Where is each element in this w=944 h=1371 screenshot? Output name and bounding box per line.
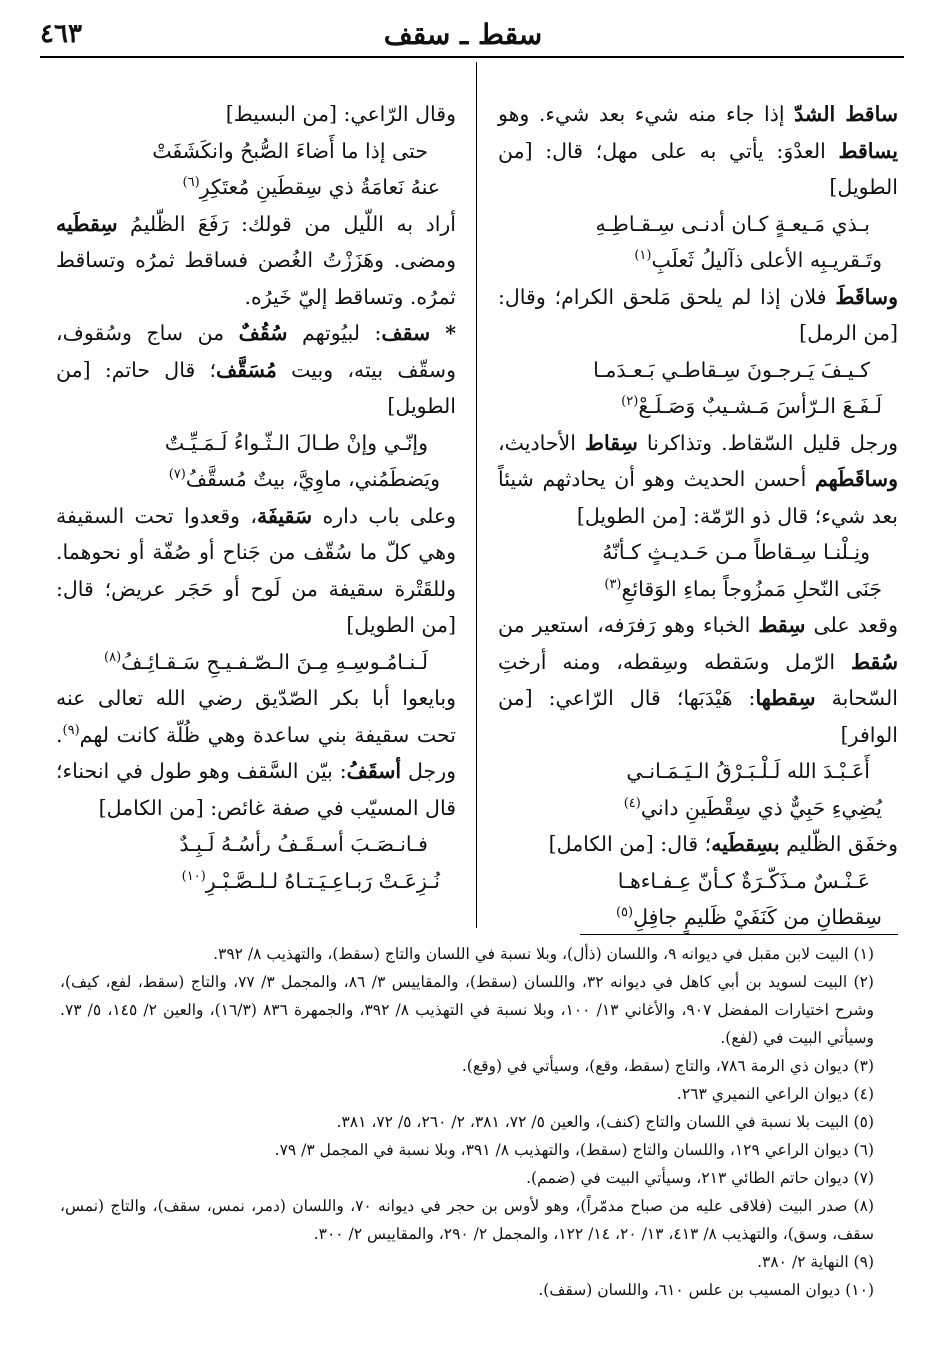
footnote-ref: (٦) [182, 175, 200, 191]
headword: يساقط [838, 138, 898, 163]
text-run: ، وقعدوا تحت السقيفة وهي كلّ ما سُقّف من جَناح أو صُفّة أو نحوهما. وللقَتْرة سقيفة من لَوح أو حَجَر عريض؛ قال: [من الطويل] [56, 503, 456, 637]
text-run: وقعد على [805, 613, 898, 637]
footnote: (٩) النهاية ٢/ ٣٨٠. [757, 1253, 874, 1271]
running-head: سقط ـ سقف [383, 17, 543, 51]
text-run: الرّمل وسَقطه وسِقطه، ومنه أرختِ السّحابة [498, 649, 898, 710]
headword: وساقَطَ [835, 284, 898, 309]
verse-line [498, 899, 898, 936]
text-run: : هَيْدَبَها؛ قال الرّاعي: [من الوافر] [498, 686, 898, 747]
paragraph [498, 425, 898, 535]
footnote: (١٠) ديوان المسيب بن علس ٦١٠، واللسان (سقف). [538, 1281, 874, 1299]
text-run: وعلى باب داره [312, 503, 456, 528]
verse-line [56, 644, 456, 681]
headword: سِقطها [755, 686, 816, 710]
verse-text: عنهُ نَعامَةُ ذي سِقطَينِ مُعتَكِرِ [199, 175, 440, 199]
verse-line [498, 206, 898, 243]
verse-line [498, 388, 898, 425]
text-run: وخفَق الظّليم [779, 832, 898, 856]
verse-text: فـانـصَـبَ أسـقَـفُ رأسُـهُ لَـبِـدٌ [179, 832, 428, 856]
text-run: فلان إذا لم يلحق مَلحق الكرام؛ وقال: [من الرمل] [498, 284, 898, 345]
footnote-ref: (٩) [62, 722, 80, 738]
page-number: ٤٦٣ [40, 19, 82, 49]
verse-text: وتَـقريـبِه الأعلى ذآليلُ ثَعلَبِ [651, 248, 882, 272]
verse-line [56, 169, 456, 206]
verse-line [498, 863, 898, 900]
text-run: : بيّن السَّقف وهو طول في انحناء؛ قال المسيّب في صفة غائص: [من الكامل] [56, 759, 456, 820]
paragraph [498, 279, 898, 352]
verse-text: لَـنـامُـوسِـهِ مِـنَ الـصّـفـيـحِ سَـقـائِـفُ [121, 649, 428, 674]
text-run: ومضى. وهَزَزْتُ الغُصن فساقط ثمرُه وتساقط ثمرُه. وتساقط إليّ خَيرُه. [56, 248, 456, 309]
text-run: أحسن الحديث وهو أن يحادثهم شيئاً بعد شيء؛ قال ذو الرّمّة: [من الطويل] [498, 467, 898, 528]
footnote-ref: (٨) [104, 649, 122, 665]
headword: * سقف [381, 321, 457, 345]
verse-line [498, 753, 898, 790]
headword: سَقيفَة [256, 503, 313, 528]
verse-text: يُضِيءِ حَبِيٌّ ذي سِقْطَينِ داني [640, 795, 882, 820]
paragraph [56, 680, 456, 826]
text-run: : لبيُوتهم [287, 321, 382, 345]
footnote-ref: (٢) [621, 394, 639, 410]
verse-text: جَنَى النّحلِ مَمزُوجاً بماءِ الوَقائعِ [621, 576, 882, 601]
verse-line [498, 571, 898, 608]
verse-text: وإنّـي وإنْ طـالَ الـثّـواءُ لَـمَـيِّـتٌ [164, 430, 428, 455]
verse-text: أَعَـبْـدَ الله لَـلْـبَـرْقُ الـيَـمَـانـي [626, 759, 870, 783]
headword: سُقُفٌ [238, 321, 288, 345]
verse-text: عَـنْـسٌ مـذَكّـرَةٌ كـأنّ عِـفـاءهـا [617, 868, 870, 893]
text-run: من ساج وسُقوف، وسقّف بيته، وبيت [56, 321, 457, 382]
footnote-ref: (٣) [604, 576, 622, 592]
headword: سِقاط [585, 430, 638, 455]
footnote: (٥) البيت بلا نسبة في اللسان والتاج (كنف)، والعين ٥/ ٧٢، ٣٨١، ٢/ ٢٦٠، ٥/ ٧٢، ٣٨١. [336, 1113, 874, 1131]
footnote: (٣) ديوان ذي الرمة ٧٨٦، والتاج (سقط، وقع)، وسيأتي في (وقع). [461, 1057, 874, 1075]
right-column [498, 96, 898, 928]
footnote-ref: (٤) [623, 795, 641, 811]
verse-line [498, 352, 898, 389]
text-run: العدْوَ: يأتي به على مهل؛ قال: [من الطويل] [498, 138, 898, 199]
footnote: (٨) صدر البيت (فلاقى عليه من صباح مدمّراً)، وهو لأوس بن حجر في ديوانه ٧٠، واللسان (دمر، نمس، سقف)، والتاج (نمس، سقف، وسق)، والتهذيب ٨/ ٤١٣، ١٣/ ٢٠، ١٤/ ١٢٢، والمجمل ٢/ ٢٩٠، والمقاييس ٢/ ٣٠٠. [60, 1197, 874, 1243]
left-column [56, 96, 456, 928]
verse-text: بـذي مَـيعـةٍ كـان أدنـى سِـقـاطِـهِ [595, 211, 870, 236]
verse-text: ويَضطَمُني، ماوِيَّ، بيتٌ مُسقَّفُ [185, 467, 440, 491]
paragraph [56, 206, 456, 316]
verse-line [56, 826, 456, 863]
headword: سِقطَيه [56, 211, 118, 236]
verse-line [498, 534, 898, 571]
headword: سُقط [850, 649, 898, 674]
text-run: إذا جاء منه شيء بعد شيء. وهو [498, 102, 795, 126]
headword: سِقط [758, 613, 806, 637]
footnote: (٦) ديوان الراعي ١٢٩، واللسان والتاج (سقط)، والتهذيب ٨/ ٣٩١، وبلا نسبة في المجمل ٣/ ٧٩. [274, 1141, 874, 1159]
verse-text: سِقطانِ من كَنَفَيْ ظَليمٍ جافِلِ [633, 905, 882, 929]
verse-line [56, 133, 456, 170]
text-run: ؛ قال: [من الكامل] [548, 832, 712, 856]
text-run: الأحاديث، [498, 430, 586, 455]
text-run: ؛ قال حاتم: [من الطويل] [56, 357, 456, 418]
paragraph [498, 826, 898, 863]
page-header [40, 12, 904, 58]
headword: بسِقطَيه [711, 832, 780, 856]
text-run: ورجل قليل السّقاط. وتذاكرنا [637, 430, 898, 455]
paragraph [498, 607, 898, 753]
footnote-ref: (٧) [168, 467, 186, 483]
verse-line [498, 790, 898, 827]
paragraph [498, 96, 898, 206]
verse-text: ونِـلْنـا سِـقاطاً مـن حَـديـثٍ كـأنّهُ [602, 540, 870, 564]
footnote-ref: (١) [634, 248, 652, 264]
footnote-rule [580, 934, 898, 935]
verse-line [498, 242, 898, 279]
text-run: وقال الرّاعي: [من البسيط] [225, 102, 456, 126]
text-run: الخباء وهو رَفرَفه، استعير من [498, 613, 759, 637]
verse-line [56, 863, 456, 900]
text-columns [56, 62, 898, 928]
verse-line [56, 461, 456, 498]
text-run: أراد به اللّيل من قولك: رَفَعَ الظّليمُ [117, 211, 456, 236]
verse-text: كـيـفَ يَـرجـونَ سِـقاطـي بَـعـدَمـا [593, 357, 870, 382]
headword: وساقَطَهم [814, 467, 898, 491]
footnote-ref: (١٠) [181, 868, 206, 884]
footnote: (١) البيت لابن مقبل في ديوانه ٩، واللسان (ذأل)، وبلا نسبة في اللسان والتاج (سقط)، والتهذيب ٨/ ٣٩٢. [213, 945, 874, 963]
headword: مُسَقَّف [216, 357, 277, 382]
headword: ساقط الشدّ [794, 102, 899, 126]
verse-text: نُـزِعَـتْ رَبـاعِـيَـتـاهُ لـلـصَّـبْـرِ [205, 868, 440, 893]
headword: أسقَفُ [346, 759, 402, 783]
paragraph [56, 498, 456, 644]
verse-text: لَـفَـعَ الـرّأسَ مَـشـيبٌ وَصَـلَـعْ [638, 394, 882, 418]
column-divider [476, 62, 477, 928]
footnote-ref: (٥) [615, 905, 634, 921]
footnote: (٢) البيت لسويد بن أبي كاهل في ديوانه ٣٢، واللسان (سقط)، والمقاييس ٣/ ٨٦، والمجمل ٣/ ٧٧، والتاج (سقط، لفع، كيف)، وشرح اختيارات المفضل ٩٠٧، والأغاني ١٣/ ١٠٠، وبلا نسبة في التهذيب ٨/ ٣٩٢، والجمهرة ٨٣٦ (١٦/٣)، والعين ٢/ ١٤٥، ٥/ ٧٣. وسيأتي البيت في (لفع). [60, 973, 874, 1047]
text-run: . ورجل [56, 722, 456, 783]
footnote: (٧) ديوان حاتم الطائي ٢١٣، وسيأتي البيت في (ضمم). [526, 1169, 874, 1187]
paragraph [56, 96, 456, 133]
text-run: وبايعوا أبا بكر الصّدّيق رضي الله تعالى عنه تحت سقيفة بني ساعدة وهي ظُلّة كانت لهم [56, 686, 456, 747]
footnotes [60, 940, 874, 1304]
verse-line [56, 425, 456, 462]
footnote: (٤) ديوان الراعي النميري ٢٦٣. [676, 1085, 874, 1103]
verse-text: حتى إذا ما أَضاءَ الصُّبحُ وانكَشَفَتْ [152, 138, 428, 163]
paragraph [56, 315, 456, 425]
